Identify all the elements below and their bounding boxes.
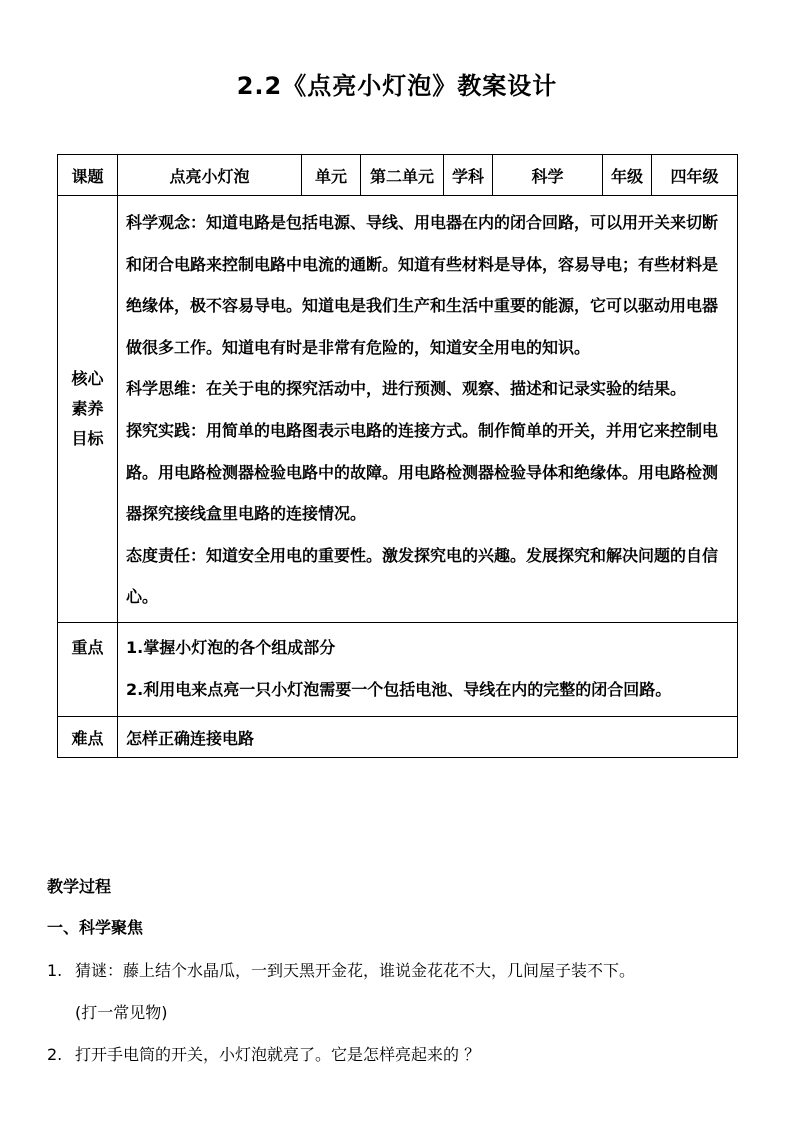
info-row <box>58 155 738 196</box>
goal-inquiry-practice: 探究实践：用简单的电路图表示电路的连接方式。制作简单的开关，并用它来控制电路。用电路检测器检验电路中的故障。用电路检测器检验导体和绝缘体。用电路检测器探究接线盒里电路的连接情况。 <box>126 420 719 524</box>
key-points-content <box>118 622 738 716</box>
list-item <box>75 1000 168 1023</box>
core-goals-label <box>58 196 118 623</box>
key-point-item: 2.利用电来点亮一只小灯泡需要一个包括电池、导线在内的完整的闭合回路。 <box>126 679 672 699</box>
unit-value: 第二单元 <box>361 155 444 196</box>
goal-science-thinking: 科学思维：在关于电的探究活动中，进行预测、观察、描述和记录实验的结果。 <box>126 379 687 399</box>
difficulty-label: 难点 <box>58 717 118 758</box>
core-goals-label-line: 核心 <box>71 368 104 388</box>
list-item-text: 猜谜：藤上结个水晶瓜，一到天黑开金花，谁说金花花不大，几间屋子装不下。 <box>75 961 636 980</box>
difficulty-value: 怎样正确连接电路 <box>118 717 738 758</box>
key-points-row <box>58 622 738 716</box>
core-goals-label-line: 目标 <box>71 428 104 448</box>
topic-label: 课题 <box>58 155 118 196</box>
list-item-text: 打开手电筒的开关，小灯泡就亮了。它是怎样亮起来的 ？ <box>75 1045 481 1064</box>
grade-label: 年级 <box>603 155 652 196</box>
list-item-text: (打一常见物) <box>75 1003 168 1022</box>
key-points-label: 重点 <box>58 622 118 716</box>
core-goals-content <box>118 196 738 623</box>
topic-value: 点亮小灯泡 <box>118 155 302 196</box>
goal-science-concept: 科学观念：知道电路是包括电源、导线、用电器在内的闭合回路，可以用开关来切断和闭合电路来控制电路中电流的通断。知道有些材料是导体，容易导电；有些材料是绝缘体，极不容易导电。知道电是我们生产和生活中重要的能源，它可以驱动用电器做很多工作。知道电有时是非常有危险的，知道安全用电的知识。 <box>126 213 719 357</box>
subject-value: 科学 <box>493 155 603 196</box>
core-goals-row <box>58 196 738 623</box>
section-heading: 一、科学聚焦 <box>47 918 144 937</box>
grade-value: 四年级 <box>652 155 738 196</box>
list-item <box>47 958 635 981</box>
unit-label: 单元 <box>302 155 361 196</box>
list-item-number: 1. <box>47 961 63 980</box>
page-title: 2.2《点亮小灯泡》教案设计 <box>236 72 558 100</box>
subject-label: 学科 <box>444 155 493 196</box>
core-goals-label-line: 素养 <box>71 398 104 418</box>
goal-attitude: 态度责任：知道安全用电的重要性。激发探究电的兴趣。发展探究和解决问题的自信心。 <box>126 545 719 607</box>
list-item <box>47 1042 480 1065</box>
process-heading: 教学过程 <box>47 877 112 896</box>
key-point-item: 1.掌握小灯泡的各个组成部分 <box>126 637 336 657</box>
difficulty-row <box>58 717 738 758</box>
list-item-number: 2. <box>47 1045 63 1064</box>
lesson-info-table <box>57 154 738 758</box>
